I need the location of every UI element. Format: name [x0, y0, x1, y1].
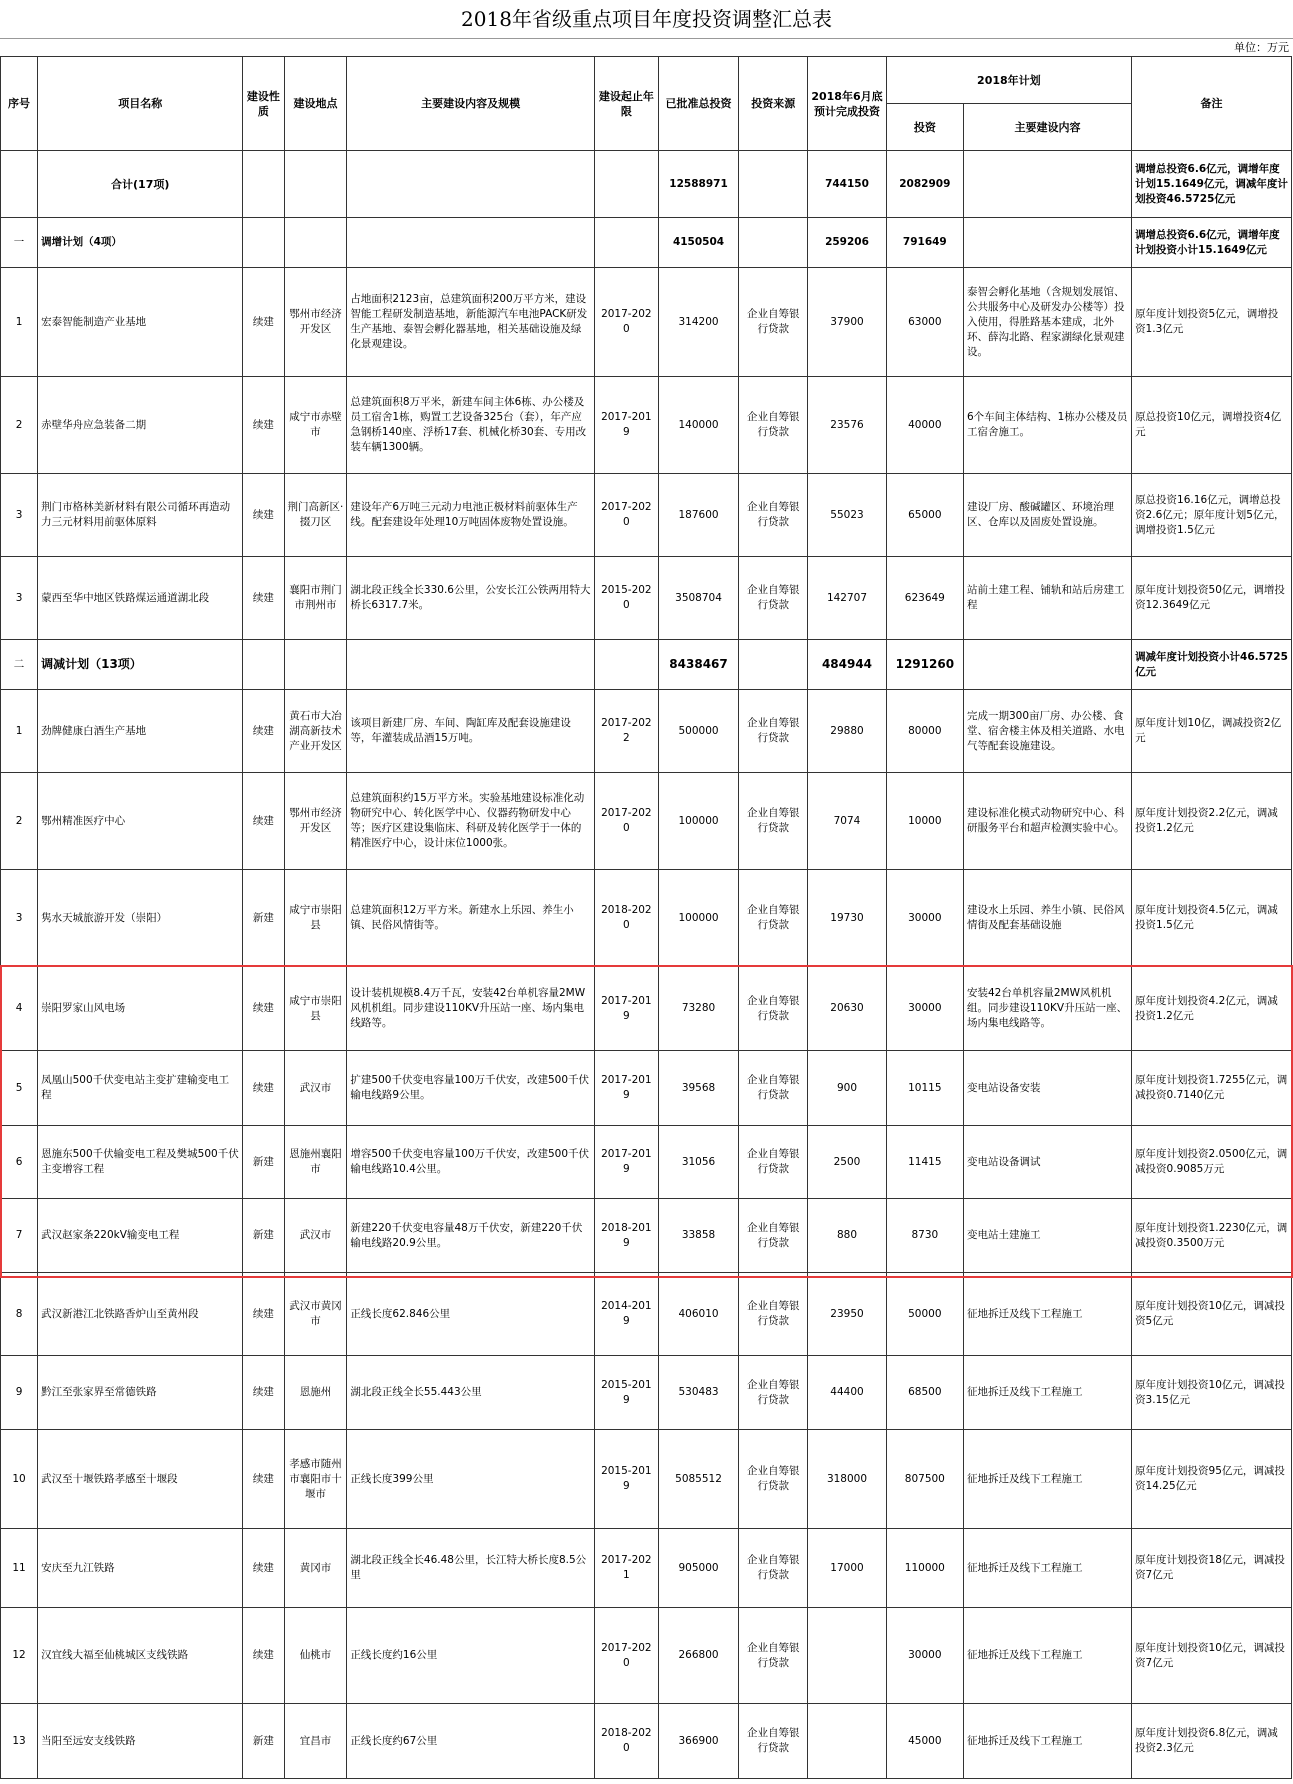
row-source: 企业自筹银行贷款: [739, 377, 808, 474]
group-plan-invest: 1291260: [886, 640, 963, 690]
group-seq: 一: [1, 218, 38, 268]
table-row: [1, 870, 1292, 967]
row-nature: 续建: [243, 1356, 284, 1430]
row-source: 企业自筹银行贷款: [739, 1529, 808, 1608]
row-remark: 原年度计划投资2.2亿元，调减投资1.2亿元: [1132, 773, 1292, 870]
row-seq: 3: [1, 870, 38, 967]
total-expected: 744150: [808, 151, 886, 218]
row-nature: 续建: [243, 557, 284, 640]
table-row: [1, 1430, 1292, 1529]
row-plan-content: 变电站土建施工: [964, 1199, 1132, 1273]
row-period: 2015-2019: [594, 1356, 658, 1430]
row-content: 湖北段正线全长46.48公里，长江特大桥长度8.5公里: [347, 1529, 594, 1608]
table-row: [1, 773, 1292, 870]
row-source: 企业自筹银行贷款: [739, 1430, 808, 1529]
row-plan-content: 安装42台单机容量2MW风机机组。同步建设110KV升压站一座、场内集电线路等。: [964, 967, 1132, 1051]
row-remark: 原年度计划投资5亿元，调增投资1.3亿元: [1132, 268, 1292, 377]
row-name: 武汉至十堰铁路孝感至十堰段: [38, 1430, 243, 1529]
table-row: [1, 474, 1292, 557]
table-row: [1, 1199, 1292, 1273]
row-content: 建设年产6万吨三元动力电池正极材料前驱体生产线。配套建设年处理10万吨固体废物处置设施。: [347, 474, 594, 557]
row-name: 当阳至远安支线铁路: [38, 1704, 243, 1779]
row-approved: 33858: [658, 1199, 738, 1273]
row-seq: 9: [1, 1356, 38, 1430]
row-approved: 406010: [658, 1273, 738, 1356]
row-period: 2018-2019: [594, 1199, 658, 1273]
row-seq: 8: [1, 1273, 38, 1356]
header-row: [1, 57, 1292, 104]
row-approved: 500000: [658, 690, 738, 773]
header-period: 建设起止年限: [594, 57, 658, 151]
row-seq: 3: [1, 557, 38, 640]
row-plan-invest: 807500: [886, 1430, 963, 1529]
row-period: 2017-2019: [594, 1051, 658, 1126]
row-source: 企业自筹银行贷款: [739, 268, 808, 377]
row-expected: [808, 1608, 886, 1704]
row-seq: 2: [1, 773, 38, 870]
table-row: [1, 1273, 1292, 1356]
row-period: 2018-2020: [594, 1704, 658, 1779]
group-expected: 484944: [808, 640, 886, 690]
row-expected: 19730: [808, 870, 886, 967]
row-seq: 1: [1, 690, 38, 773]
row-expected: [808, 1704, 886, 1779]
header-name: 项目名称: [38, 57, 243, 151]
row-approved: 3508704: [658, 557, 738, 640]
row-expected: 20630: [808, 967, 886, 1051]
row-expected: 7074: [808, 773, 886, 870]
row-remark: 原总投资16.16亿元，调增总投资2.6亿元；原年度计划5亿元，调增投资1.5亿元: [1132, 474, 1292, 557]
row-location: 荆门高新区·掇刀区: [284, 474, 347, 557]
row-source: 企业自筹银行贷款: [739, 474, 808, 557]
row-content: 新建220千伏变电容量48万千伏安，新建220千伏输电线路20.9公里。: [347, 1199, 594, 1273]
row-plan-content: 站前土建工程、铺轨和站后房建工程: [964, 557, 1132, 640]
group-plan-invest: 791649: [886, 218, 963, 268]
row-approved: 39568: [658, 1051, 738, 1126]
investment-table: [0, 56, 1292, 1779]
row-name: 劲牌健康白酒生产基地: [38, 690, 243, 773]
table-row: [1, 690, 1292, 773]
row-source: 企业自筹银行贷款: [739, 1199, 808, 1273]
row-source: 企业自筹银行贷款: [739, 773, 808, 870]
row-seq: 13: [1, 1704, 38, 1779]
row-source: 企业自筹银行贷款: [739, 1126, 808, 1199]
row-source: 企业自筹银行贷款: [739, 557, 808, 640]
row-seq: 3: [1, 474, 38, 557]
table-row: [1, 268, 1292, 377]
table-row: [1, 1529, 1292, 1608]
header-source: 投资来源: [739, 57, 808, 151]
row-plan-content: 征地拆迁及线下工程施工: [964, 1529, 1132, 1608]
row-location: 鄂州市经济开发区: [284, 268, 347, 377]
row-plan-invest: 63000: [886, 268, 963, 377]
row-source: 企业自筹银行贷款: [739, 1356, 808, 1430]
group-label: 调增计划（4项）: [38, 218, 243, 268]
row-approved: 100000: [658, 773, 738, 870]
row-nature: 续建: [243, 690, 284, 773]
row-content: 占地面积2123亩，总建筑面积200万平方米，建设智能工程研发制造基地，新能源汽车电池PACK研发生产基地、泰智会孵化器基地，相关基础设施及绿化景观建设。: [347, 268, 594, 377]
row-seq: 10: [1, 1430, 38, 1529]
group-remark: 调增总投资6.6亿元，调增年度计划投资小计15.1649亿元: [1132, 218, 1292, 268]
row-remark: 原年度计划投资2.0500亿元，调减投资0.9085万元: [1132, 1126, 1292, 1199]
row-name: 荆门市格林美新材料有限公司循环再造动力三元材料用前驱体原料: [38, 474, 243, 557]
row-remark: 原年度计划投资50亿元，调增投资12.3649亿元: [1132, 557, 1292, 640]
row-seq: 1: [1, 268, 38, 377]
row-seq: 7: [1, 1199, 38, 1273]
row-location: 恩施州: [284, 1356, 347, 1430]
row-plan-content: 变电站设备安装: [964, 1051, 1132, 1126]
header-nature: 建设性质: [243, 57, 284, 151]
row-period: 2018-2020: [594, 870, 658, 967]
row-remark: 原年度计划投资4.5亿元，调减投资1.5亿元: [1132, 870, 1292, 967]
row-plan-invest: 80000: [886, 690, 963, 773]
row-nature: 续建: [243, 1051, 284, 1126]
row-plan-content: 建设水上乐园、养生小镇、民俗风情街及配套基础设施: [964, 870, 1132, 967]
row-remark: 原年度计划投资18亿元，调减投资7亿元: [1132, 1529, 1292, 1608]
row-plan-content: 征地拆迁及线下工程施工: [964, 1704, 1132, 1779]
row-seq: 11: [1, 1529, 38, 1608]
row-source: 企业自筹银行贷款: [739, 690, 808, 773]
total-plan-invest: 2082909: [886, 151, 963, 218]
row-plan-invest: 8730: [886, 1199, 963, 1273]
row-expected: 318000: [808, 1430, 886, 1529]
row-plan-content: 征地拆迁及线下工程施工: [964, 1608, 1132, 1704]
row-name: 武汉赵家条220kV输变电工程: [38, 1199, 243, 1273]
row-period: 2017-2019: [594, 377, 658, 474]
row-period: 2017-2021: [594, 1529, 658, 1608]
row-name: 宏泰智能制造产业基地: [38, 268, 243, 377]
total-remark: 调增总投资6.6亿元，调增年度计划15.1649亿元，调减年度计划投资46.5725亿元: [1132, 151, 1292, 218]
group-label: 调减计划（13项）: [38, 640, 243, 690]
row-plan-invest: 623649: [886, 557, 963, 640]
row-period: 2015-2019: [594, 1430, 658, 1529]
sheet-title: 2018年省级重点项目年度投资调整汇总表: [0, 0, 1293, 39]
row-expected: 2500: [808, 1126, 886, 1199]
row-approved: 530483: [658, 1356, 738, 1430]
row-content: 设计装机规模8.4万千瓦，安装42台单机容量2MW风机机组。同步建设110KV升压站一座、场内集电线路等。: [347, 967, 594, 1051]
row-remark: 原年度计划投资6.8亿元，调减投资2.3亿元: [1132, 1704, 1292, 1779]
row-name: 隽水天城旅游开发（崇阳）: [38, 870, 243, 967]
row-expected: 55023: [808, 474, 886, 557]
row-content: 正线长度62.846公里: [347, 1273, 594, 1356]
row-remark: 原年度计划投资1.7255亿元，调减投资0.7140亿元: [1132, 1051, 1292, 1126]
row-approved: 314200: [658, 268, 738, 377]
row-plan-invest: 30000: [886, 967, 963, 1051]
row-name: 赤壁华舟应急装备二期: [38, 377, 243, 474]
row-content: 扩建500千伏变电容量100万千伏安，改建500千伏输电线路9公里。: [347, 1051, 594, 1126]
row-nature: 新建: [243, 1704, 284, 1779]
row-source: 企业自筹银行贷款: [739, 967, 808, 1051]
row-name: 武汉新港江北铁路香炉山至黄州段: [38, 1273, 243, 1356]
row-name: 安庆至九江铁路: [38, 1529, 243, 1608]
header-plan-invest: 投资: [886, 104, 963, 151]
row-period: 2017-2019: [594, 1126, 658, 1199]
row-location: 咸宁市赤壁市: [284, 377, 347, 474]
row-nature: 续建: [243, 1273, 284, 1356]
row-name: 恩施东500千伏输变电工程及樊城500千伏主变增容工程: [38, 1126, 243, 1199]
row-plan-content: 征地拆迁及线下工程施工: [964, 1356, 1132, 1430]
row-location: 仙桃市: [284, 1608, 347, 1704]
row-plan-content: 变电站设备调试: [964, 1126, 1132, 1199]
row-plan-invest: 50000: [886, 1273, 963, 1356]
row-nature: 新建: [243, 1199, 284, 1273]
row-content: 湖北段正线全长55.443公里: [347, 1356, 594, 1430]
row-content: 该项目新建厂房、车间、陶缸库及配套设施建设等，年灌装成品酒15万吨。: [347, 690, 594, 773]
row-name: 鄂州精准医疗中心: [38, 773, 243, 870]
row-remark: 原年度计划10亿，调减投资2亿元: [1132, 690, 1292, 773]
row-approved: 140000: [658, 377, 738, 474]
row-approved: 266800: [658, 1608, 738, 1704]
row-location: 恩施州襄阳市: [284, 1126, 347, 1199]
row-approved: 73280: [658, 967, 738, 1051]
header-approved: 已批准总投资: [658, 57, 738, 151]
row-expected: 37900: [808, 268, 886, 377]
row-remark: 原年度计划投资4.2亿元，调减投资1.2亿元: [1132, 967, 1292, 1051]
row-location: 宜昌市: [284, 1704, 347, 1779]
group-row: [1, 640, 1292, 690]
row-plan-invest: 30000: [886, 1608, 963, 1704]
group-row: [1, 218, 1292, 268]
row-approved: 905000: [658, 1529, 738, 1608]
row-source: 企业自筹银行贷款: [739, 1608, 808, 1704]
group-approved: 8438467: [658, 640, 738, 690]
row-plan-content: 建设标准化模式动物研究中心、科研服务平台和超声检测实验中心。: [964, 773, 1132, 870]
table-row: [1, 1356, 1292, 1430]
header-plan: 2018年计划: [886, 57, 1131, 104]
row-plan-content: 征地拆迁及线下工程施工: [964, 1430, 1132, 1529]
row-source: 企业自筹银行贷款: [739, 870, 808, 967]
row-seq: 2: [1, 377, 38, 474]
row-period: 2017-2020: [594, 474, 658, 557]
row-plan-content: 6个车间主体结构、1栋办公楼及员工宿舍施工。: [964, 377, 1132, 474]
row-period: 2017-2020: [594, 773, 658, 870]
table-row: [1, 1704, 1292, 1779]
unit-label: 单位：万元: [1234, 41, 1289, 54]
group-expected: 259206: [808, 218, 886, 268]
row-location: 孝感市随州市襄阳市十堰市: [284, 1430, 347, 1529]
header-expected: 2018年6月底预计完成投资: [808, 57, 886, 151]
row-location: 武汉市黄冈市: [284, 1273, 347, 1356]
row-location: 武汉市: [284, 1199, 347, 1273]
row-nature: 续建: [243, 474, 284, 557]
header-plan-content: 主要建设内容: [964, 104, 1132, 151]
row-seq: 12: [1, 1608, 38, 1704]
row-remark: 原年度计划投资10亿元，调减投资7亿元: [1132, 1608, 1292, 1704]
header-seq: 序号: [1, 57, 38, 151]
row-plan-content: 建设厂房、酸碱罐区、环境治理区、仓库以及固废处置设施。: [964, 474, 1132, 557]
row-period: 2017-2022: [594, 690, 658, 773]
row-content: 正线长度约67公里: [347, 1704, 594, 1779]
row-name: 崇阳罗家山风电场: [38, 967, 243, 1051]
group-approved: 4150504: [658, 218, 738, 268]
row-location: 咸宁市崇阳县: [284, 967, 347, 1051]
row-location: 咸宁市崇阳县: [284, 870, 347, 967]
row-name: 蒙西至华中地区铁路煤运通道湖北段: [38, 557, 243, 640]
row-plan-invest: 65000: [886, 474, 963, 557]
row-plan-invest: 68500: [886, 1356, 963, 1430]
table-row: [1, 377, 1292, 474]
row-location: 鄂州市经济开发区: [284, 773, 347, 870]
row-nature: 续建: [243, 1529, 284, 1608]
row-approved: 31056: [658, 1126, 738, 1199]
total-row: [1, 151, 1292, 218]
header-location: 建设地点: [284, 57, 347, 151]
row-nature: 新建: [243, 1126, 284, 1199]
row-plan-invest: 40000: [886, 377, 963, 474]
row-seq: 6: [1, 1126, 38, 1199]
row-content: 湖北段正线全长330.6公里，公安长江公铁两用特大桥长6317.7米。: [347, 557, 594, 640]
row-location: 武汉市: [284, 1051, 347, 1126]
row-nature: 续建: [243, 1430, 284, 1529]
row-remark: 原年度计划投资10亿元，调减投资3.15亿元: [1132, 1356, 1292, 1430]
row-nature: 续建: [243, 268, 284, 377]
row-plan-content: 征地拆迁及线下工程施工: [964, 1273, 1132, 1356]
row-plan-invest: 110000: [886, 1529, 963, 1608]
row-expected: 900: [808, 1051, 886, 1126]
row-name: 凤凰山500千伏变电站主变扩建输变电工程: [38, 1051, 243, 1126]
row-content: 正线长度399公里: [347, 1430, 594, 1529]
row-period: 2017-2020: [594, 268, 658, 377]
row-expected: 29880: [808, 690, 886, 773]
row-nature: 续建: [243, 1608, 284, 1704]
row-plan-invest: 11415: [886, 1126, 963, 1199]
row-content: 总建筑面积8万平米，新建车间主体6栋、办公楼及员工宿舍1栋，购置工艺设备325台（套），年产应急钢桥140座、浮桥17套、机械化桥30套、专用改装车辆1300辆。: [347, 377, 594, 474]
table-row: [1, 1126, 1292, 1199]
row-content: 增容500千伏变电容量100万千伏安，改建500千伏输电线路10.4公里。: [347, 1126, 594, 1199]
row-expected: 142707: [808, 557, 886, 640]
row-remark: 原年度计划投资10亿元，调减投资5亿元: [1132, 1273, 1292, 1356]
header-content: 主要建设内容及规模: [347, 57, 594, 151]
table-row: [1, 557, 1292, 640]
row-content: 正线长度约16公里: [347, 1608, 594, 1704]
row-nature: 续建: [243, 773, 284, 870]
row-nature: 续建: [243, 377, 284, 474]
row-expected: 17000: [808, 1529, 886, 1608]
row-source: 企业自筹银行贷款: [739, 1051, 808, 1126]
row-approved: 100000: [658, 870, 738, 967]
row-plan-invest: 30000: [886, 870, 963, 967]
row-expected: 44400: [808, 1356, 886, 1430]
group-remark: 调减年度计划投资小计46.5725亿元: [1132, 640, 1292, 690]
row-expected: 23950: [808, 1273, 886, 1356]
table-row: [1, 1051, 1292, 1126]
row-nature: 新建: [243, 870, 284, 967]
row-remark: 原年度计划投资1.2230亿元，调减投资0.3500万元: [1132, 1199, 1292, 1273]
row-location: 黄石市大冶湖高新技术产业开发区: [284, 690, 347, 773]
row-source: 企业自筹银行贷款: [739, 1704, 808, 1779]
row-period: 2014-2019: [594, 1273, 658, 1356]
row-plan-invest: 45000: [886, 1704, 963, 1779]
row-plan-invest: 10000: [886, 773, 963, 870]
total-label: 合计(17项): [38, 151, 243, 218]
row-content: 总建筑面积12万平方米。新建水上乐园、养生小镇、民俗风情街等。: [347, 870, 594, 967]
row-seq: 5: [1, 1051, 38, 1126]
row-approved: 187600: [658, 474, 738, 557]
row-plan-content: 泰智会孵化基地（含规划发展馆、公共服务中心及研发办公楼等）投入使用，得胜路基本建成，北外环、薛沟北路、程家湖绿化景观建设。: [964, 268, 1132, 377]
header-remark: 备注: [1132, 57, 1292, 151]
table-row: [1, 967, 1292, 1051]
row-content: 总建筑面积约15万平方米。实验基地建设标准化动物研究中心、转化医学中心、仪器药物研发中心等；医疗区建设集临床、科研及转化医学于一体的精准医疗中心，设计床位1000张。: [347, 773, 594, 870]
row-nature: 续建: [243, 967, 284, 1051]
total-approved: 12588971: [658, 151, 738, 218]
row-approved: 366900: [658, 1704, 738, 1779]
row-name: 黔江至张家界至常德铁路: [38, 1356, 243, 1430]
row-name: 汉宜线大福至仙桃城区支线铁路: [38, 1608, 243, 1704]
row-source: 企业自筹银行贷款: [739, 1273, 808, 1356]
row-expected: 23576: [808, 377, 886, 474]
row-approved: 5085512: [658, 1430, 738, 1529]
row-remark: 原年度计划投资95亿元，调减投资14.25亿元: [1132, 1430, 1292, 1529]
row-period: 2015-2020: [594, 557, 658, 640]
group-seq: 二: [1, 640, 38, 690]
row-expected: 880: [808, 1199, 886, 1273]
row-location: 黄冈市: [284, 1529, 347, 1608]
row-plan-invest: 10115: [886, 1051, 963, 1126]
row-remark: 原总投资10亿元，调增投资4亿元: [1132, 377, 1292, 474]
row-location: 襄阳市荆门市荆州市: [284, 557, 347, 640]
row-seq: 4: [1, 967, 38, 1051]
row-plan-content: 完成一期300亩厂房、办公楼、食堂、宿舍楼主体及相关道路、水电气等配套设施建设。: [964, 690, 1132, 773]
row-period: 2017-2019: [594, 967, 658, 1051]
table-row: [1, 1608, 1292, 1704]
row-period: 2017-2020: [594, 1608, 658, 1704]
